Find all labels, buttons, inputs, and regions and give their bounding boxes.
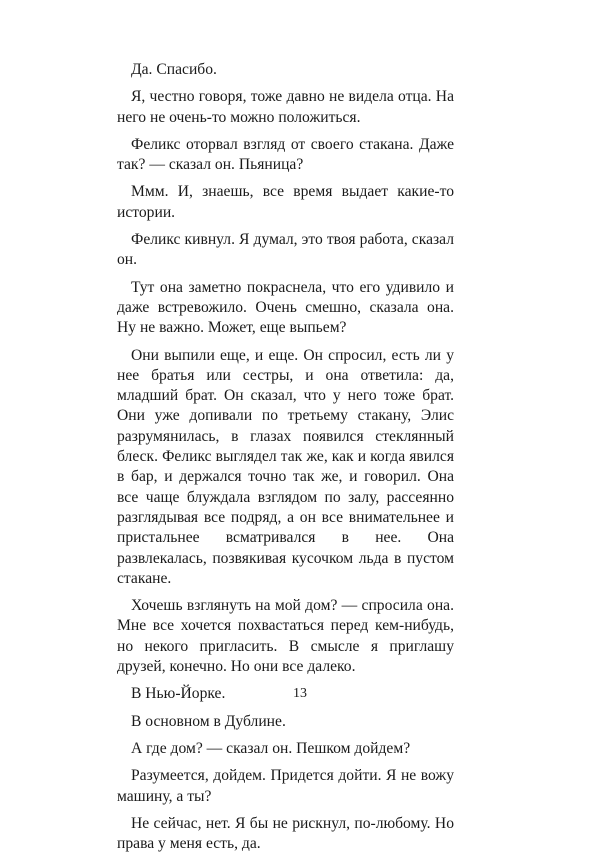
- paragraph: Феликс кивнул. Я думал, это твоя работа, сказал он.: [117, 231, 454, 269]
- paragraph: В Нью-Йорке.: [131, 685, 226, 703]
- paragraph: Хочешь взглянуть на мой дом? — спросила она. Мне все хочется похвастаться перед кем-нибудь, но некого пригласить. В смысле я приглашу друзей, конечно. Но они все далеко.: [117, 597, 454, 676]
- paragraph: Да. Спасибо.: [131, 61, 217, 78]
- paragraph: Тут она заметно покраснела, что его удивило и даже встревожило. Очень смешно, сказала она. Ну не важно. Может, еще выпьем?: [117, 278, 454, 337]
- paragraph: Феликс оторвал взгляд от своего стакана. Даже так? — сказал он. Пьяница?: [117, 135, 454, 174]
- paragraph: Они выпили еще, и еще. Он спросил, есть ли у нее братья или сестры, и она ответила: да, младший брат. Он сказал, что у него тоже брат. Они уже допивали по третьему стакану, Элис разрумянилась, в глазах появился стеклянный блеск. Феликс выглядел так же, как и когда явился в бар, и держался точно так же, и говорил. Она все чаще блуждала взглядом по залу, рассеянно разглядывая все подряд, а он все внимательнее и пристальнее всматривался в нее. Она развлекалась, позвякивая кусочком льда в пустом стакане.: [117, 346, 454, 587]
- paragraph: Разумеется, дойдем. Придется дойти. Я не вожу машину, а ты?: [117, 767, 454, 805]
- page-number: 13: [293, 686, 307, 701]
- paragraph: Ммм. И, знаешь, все время выдает какие-то истории.: [117, 183, 454, 221]
- paragraph: В основном в Дублине.: [131, 712, 286, 730]
- paragraph: Не сейчас, нет. Я бы не рискнул, по-любому. Но права у меня есть, да.: [117, 814, 454, 853]
- paragraph: Я, честно говоря, тоже давно не видела отца. На него не очень-то можно положиться.: [117, 88, 454, 126]
- paragraph: А где дом? — сказал он. Пешком дойдем?: [131, 739, 411, 757]
- body-text: [117, 60, 454, 854]
